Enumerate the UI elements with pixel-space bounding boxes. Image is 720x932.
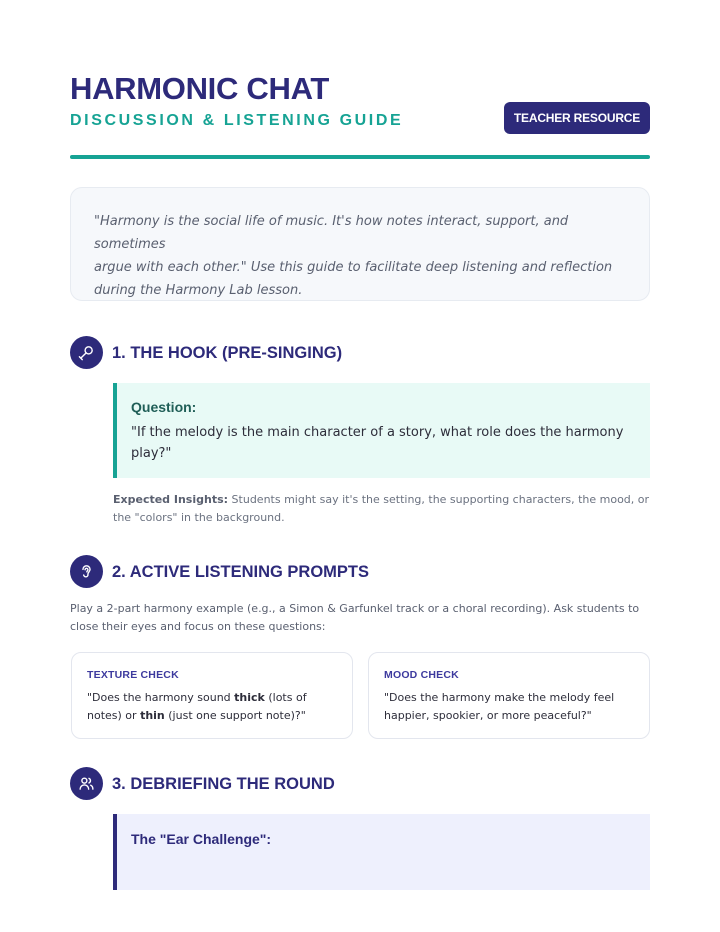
question-text-line: "If the melody is the main character of a story, what role does the harmony (131, 425, 624, 440)
card-text-line: happier, spookier, or more peaceful?" (384, 709, 592, 722)
insights-line (113, 491, 650, 509)
card-text-line: "Does the harmony make the melody feel (384, 691, 615, 704)
ear-challenge-label: The "Ear Challenge": (131, 831, 272, 847)
intro-quote-line: "Harmony is the social life of music. It's how notes interact, support, and sometimes (94, 214, 569, 252)
mood-check-card (368, 652, 650, 739)
insights-line: the "colors" in the background. (113, 511, 285, 524)
microphone-icon (70, 336, 103, 369)
page-title: HARMONIC CHAT (70, 71, 329, 106)
insights-label: Expected Insights: (113, 493, 229, 506)
header-divider (70, 155, 650, 159)
card-text (384, 689, 634, 725)
hook-question-box (113, 383, 650, 478)
users-icon (70, 767, 103, 800)
section-debrief-heading: 3. DEBRIEFING THE ROUND (112, 775, 335, 793)
question-label: Question: (131, 399, 197, 415)
card-text (87, 689, 337, 725)
instructions-line: Play a 2-part harmony example (e.g., a Simon & Garfunkel track or a choral recording). Ask students to (70, 602, 640, 615)
section-debrief-header (70, 767, 650, 801)
ear-icon (70, 555, 103, 588)
question-text-line: play?" (131, 446, 172, 461)
section-listening-header (70, 555, 650, 589)
card-text-part: "Does the harmony sound (87, 691, 235, 704)
insights-text: Students might say it's the setting, the supporting characters, the mood, or (231, 493, 650, 506)
page (70, 0, 650, 932)
listening-instructions (70, 600, 650, 636)
card-label: TEXTURE CHECK (87, 669, 179, 681)
page-subtitle: DISCUSSION & LISTENING GUIDE (70, 112, 404, 129)
card-text-emphasis: thick (234, 691, 265, 704)
card-text-emphasis: thin (140, 709, 165, 722)
card-text-part: (just one support note)?" (164, 709, 306, 722)
section-listening-heading: 2. ACTIVE LISTENING PROMPTS (112, 563, 369, 581)
question-text (131, 422, 634, 464)
instructions-line: close their eyes and focus on these questions: (70, 620, 326, 633)
expected-insights (113, 491, 650, 527)
card-text-part: (lots of (264, 691, 307, 704)
intro-quote-box (70, 187, 650, 301)
card-text-part: notes) or (87, 709, 141, 722)
section-hook-header (70, 336, 650, 370)
card-label: MOOD CHECK (384, 669, 459, 681)
intro-quote-line: during the Harmony Lab lesson. (94, 283, 303, 298)
ear-challenge-box (113, 814, 650, 890)
teacher-resource-badge: TEACHER RESOURCE (504, 102, 650, 134)
section-hook-heading: 1. THE HOOK (PRE-SINGING) (112, 344, 343, 362)
texture-check-card (71, 652, 353, 739)
intro-quote-line: argue with each other." Use this guide to facilitate deep listening and reflection (94, 260, 613, 275)
